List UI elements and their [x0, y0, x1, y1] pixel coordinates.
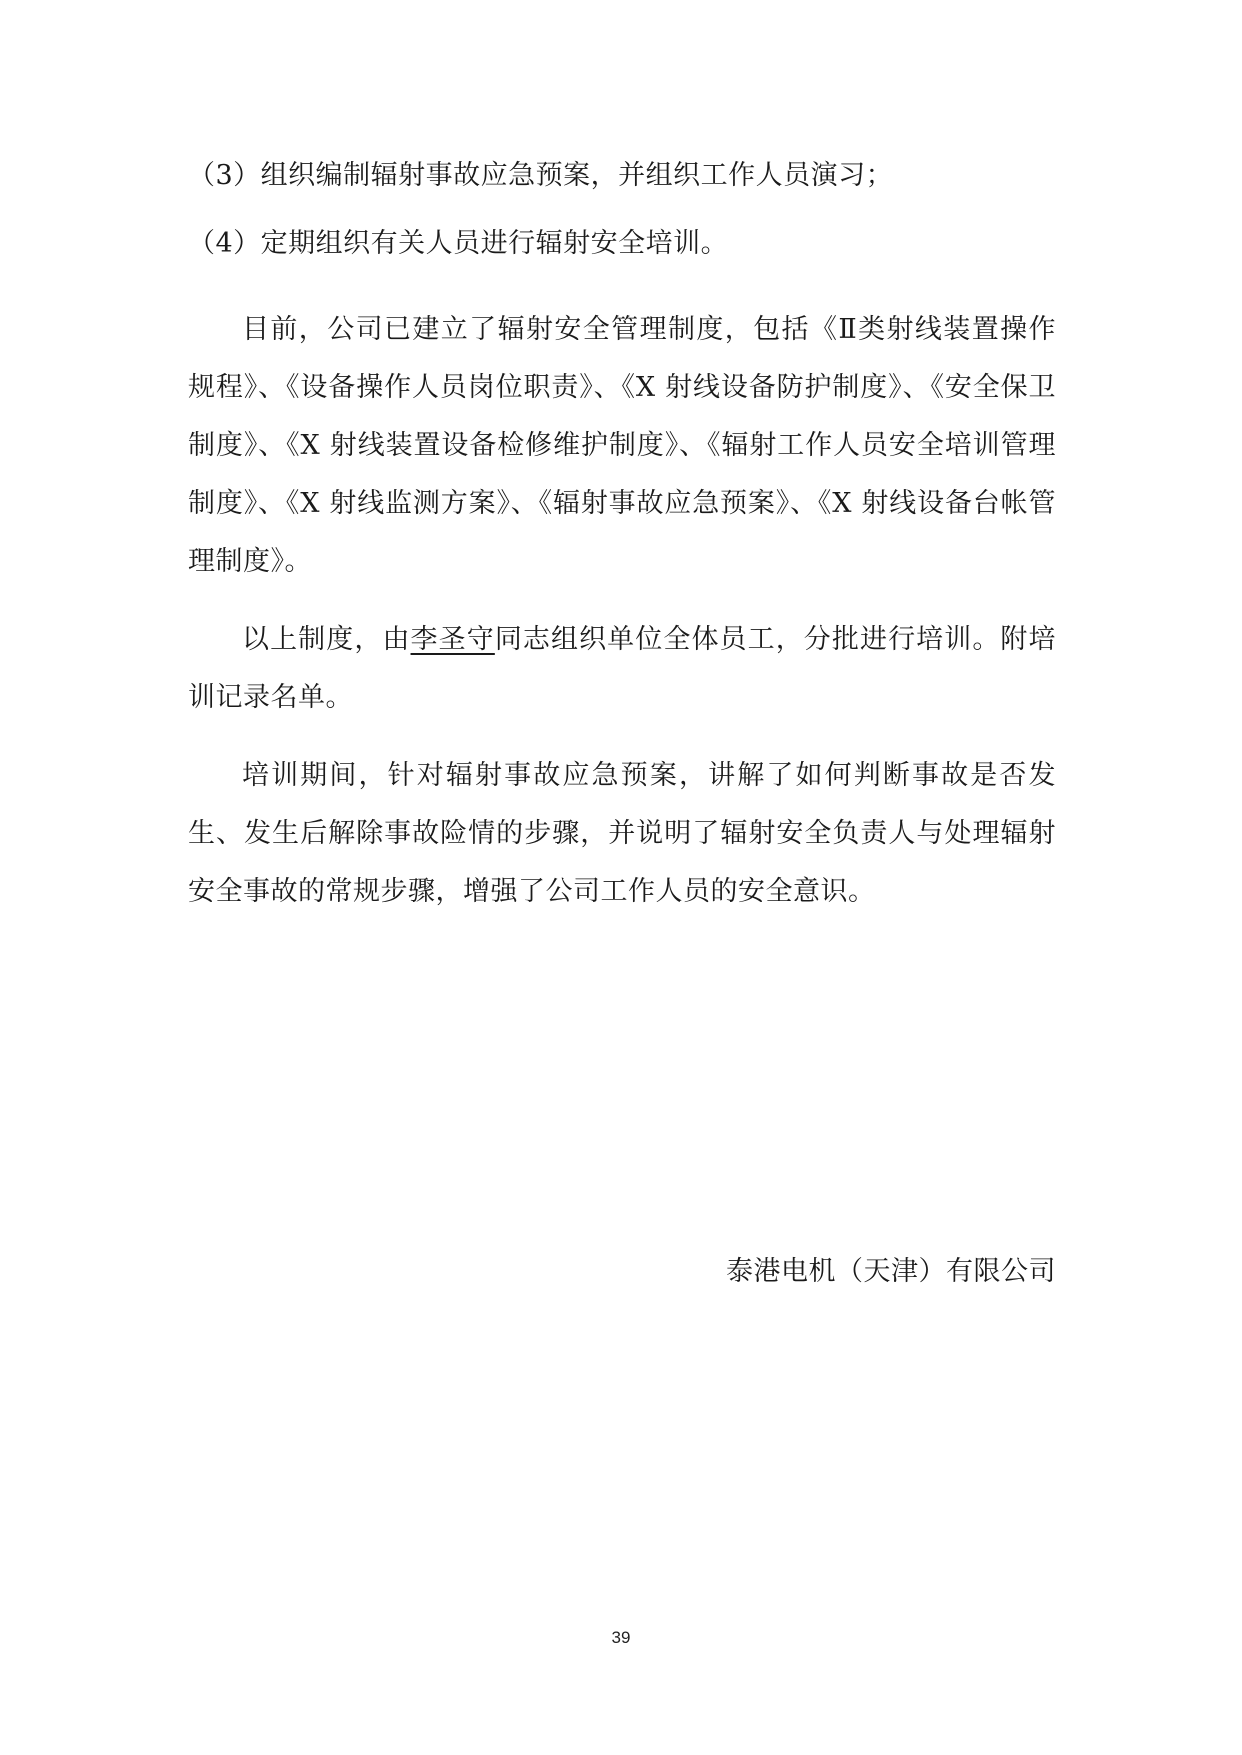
paragraph-training-details: 培训期间，针对辐射事故应急预案，讲解了如何判断事故是否发生、发生后解除事故险情的步骤，并说明了辐射安全负责人与处理辐射安全事故的常规步骤，增强了公司工作人员的安全意识。 [188, 760, 1056, 907]
paragraph-training-before: 以上制度，由 [242, 624, 411, 655]
paragraph-training-after: 同志组织单位全体员工，分批进行培训。附培训记录名单。 [188, 624, 1057, 713]
document-body [188, 147, 1056, 941]
list-item-4: （4）定期组织有关人员进行辐射安全培训。 [188, 228, 729, 259]
paragraph-policies: 目前，公司已建立了辐射安全管理制度，包括《Ⅱ类射线装置操作规程》、《设备操作人员岗位职责》、《X 射线设备防护制度》、《安全保卫制度》、《X 射线装置设备检修维护制度》、《辐射工作人员安全培训管理制度》、《X 射线监测方案》、《辐射事故应急预案》、《X 射线设备台帐管理制度》。 [188, 314, 1056, 577]
paragraph-training [188, 611, 1056, 727]
page-number: 39 [611, 1628, 631, 1647]
company-signature: 泰港电机（天津）有限公司 [726, 1256, 1056, 1287]
trainer-name: 李圣守 [410, 624, 495, 655]
list-item-3: （3）组织编制辐射事故应急预案，并组织工作人员演习； [188, 160, 894, 191]
